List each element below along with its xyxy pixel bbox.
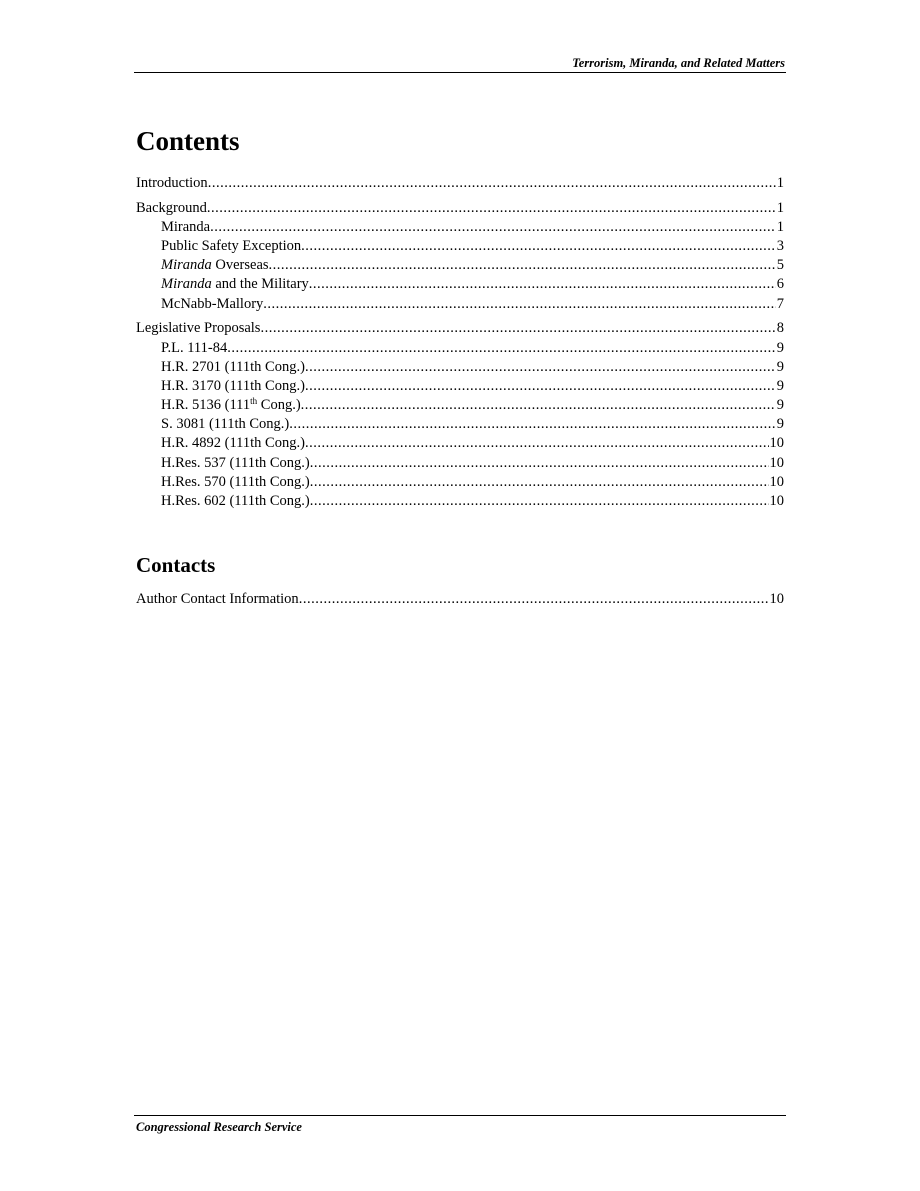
contacts-heading: Contacts [136,553,216,578]
toc-entry-italic-title: Miranda [161,257,212,274]
dot-leader [289,415,776,434]
toc-entry-page-number: 3 [776,238,784,255]
toc-entry-page-number: 9 [776,377,784,394]
toc-entry-title-text: H.R. 5136 (111 [161,397,251,414]
dot-leader [260,319,775,338]
dot-leader [227,339,776,358]
toc-entry-page-number: 8 [776,320,784,337]
toc-entry-title-text: Public Safety Exception [161,238,302,255]
dot-leader [210,218,776,237]
toc-entry-title-text: H.R. 3170 (111th Cong.) [161,377,305,394]
toc-entry-title-text: S. 3081 (111th Cong.) [161,416,290,433]
toc-entry-title [136,199,207,218]
toc-entry[interactable] [136,492,784,511]
toc-entry-title [136,377,305,396]
toc-entry-title [136,434,305,453]
toc-entry-page-number: 9 [776,358,784,375]
dot-leader [301,237,776,256]
toc-entry-page-number: 1 [776,199,784,216]
toc-entry-title-text: Miranda [161,218,211,235]
toc-entry-page-number: 10 [769,591,784,608]
toc-entry[interactable] [136,473,784,492]
toc-entry-title [136,174,208,193]
toc-entry[interactable] [136,377,784,396]
dot-leader [301,396,776,415]
toc-entry-title-text: P.L. 111-84 [161,339,228,356]
document-body [136,124,784,609]
header-rule [134,72,786,73]
contacts-list [136,590,784,609]
toc-entry-title-text: McNabb-Mallory [161,295,264,312]
dot-leader [310,492,769,511]
toc-entry-title [136,319,260,338]
contacts-entry[interactable] [136,590,784,609]
running-footer: Congressional Research Service [136,1120,302,1134]
toc-entry-title [136,454,310,473]
dot-leader [305,377,776,396]
toc-entry[interactable] [136,434,784,453]
toc-entry-title-text: H.Res. 602 (111th Cong.) [161,493,310,509]
toc-entry-title-text: Background [136,199,207,216]
toc-entry-page-number: 9 [776,339,784,356]
toc-entry-title-text: Legislative Proposals [136,320,261,337]
dot-leader [207,199,776,218]
toc-entry-title [136,237,301,256]
toc-entry-title-text: Introduction [136,175,208,191]
toc-entry[interactable] [136,218,784,237]
toc-entry-page-number: 7 [776,295,784,312]
toc-entry-title-text: Author Contact Information [136,591,299,608]
toc-entry-title-text: H.R. 4892 (111th Cong.) [161,435,305,452]
toc-entry[interactable] [136,174,784,193]
toc-entry-page-number: 10 [769,493,784,509]
toc-entry-title [136,218,210,237]
toc-entry-title [136,358,305,377]
toc-entry[interactable] [136,275,784,294]
toc-entry[interactable] [136,396,784,415]
toc-entry-page-number: 6 [776,276,784,293]
dot-leader [310,473,769,492]
toc-entry-title-text: and the Military [211,276,309,293]
dot-leader [263,295,775,314]
dot-leader [269,256,776,275]
toc-entry-title [136,473,310,492]
dot-leader [310,454,769,473]
dot-leader [299,590,769,609]
toc-entry-title-text: H.Res. 537 (111th Cong.) [161,454,310,471]
toc-entry-title [136,295,263,314]
toc-entry[interactable] [136,237,784,256]
toc-entry[interactable] [136,415,784,434]
toc-entry-title-text: H.Res. 570 (111th Cong.) [161,473,310,490]
toc-entry-superscript: th [250,396,258,407]
toc-entry-page-number: 10 [769,454,784,471]
toc-entry-title [136,256,269,275]
running-header-title: Terrorism, Miranda, and Related Matters [572,56,785,70]
toc-entry[interactable] [136,339,784,358]
toc-entry-italic-title: Miranda [161,276,212,293]
dot-leader [305,358,776,377]
toc-entry-page-number: 10 [769,435,784,452]
toc-entry-title-text: H.R. 2701 (111th Cong.) [161,358,305,375]
toc-entry[interactable] [136,199,784,218]
toc-entry-title-text: Overseas [211,257,269,274]
toc-entry-title [136,396,301,415]
footer-rule [134,1115,786,1116]
toc-entry[interactable] [136,295,784,314]
dot-leader [305,434,769,453]
toc-entry[interactable] [136,454,784,473]
toc-entry-title [136,275,309,294]
table-of-contents [136,174,784,511]
toc-entry-title [136,492,310,511]
toc-entry-title [136,415,289,434]
toc-entry-page-number: 10 [769,473,784,490]
toc-entry-page-number: 5 [776,257,784,274]
dot-leader [309,275,776,294]
toc-entry[interactable] [136,358,784,377]
toc-entry-page-number: 1 [776,218,784,235]
dot-leader [208,174,776,193]
toc-entry-page-number: 1 [776,175,784,191]
contents-heading: Contents [136,126,240,156]
toc-entry-page-number: 9 [776,397,784,414]
toc-entry-page-number: 9 [776,416,784,433]
contacts-section [136,552,784,609]
toc-entry[interactable] [136,319,784,338]
toc-entry-title [136,590,299,609]
toc-entry-title [136,339,227,358]
toc-entry[interactable] [136,256,784,275]
toc-entry-title-suffix: Cong.) [257,397,301,414]
